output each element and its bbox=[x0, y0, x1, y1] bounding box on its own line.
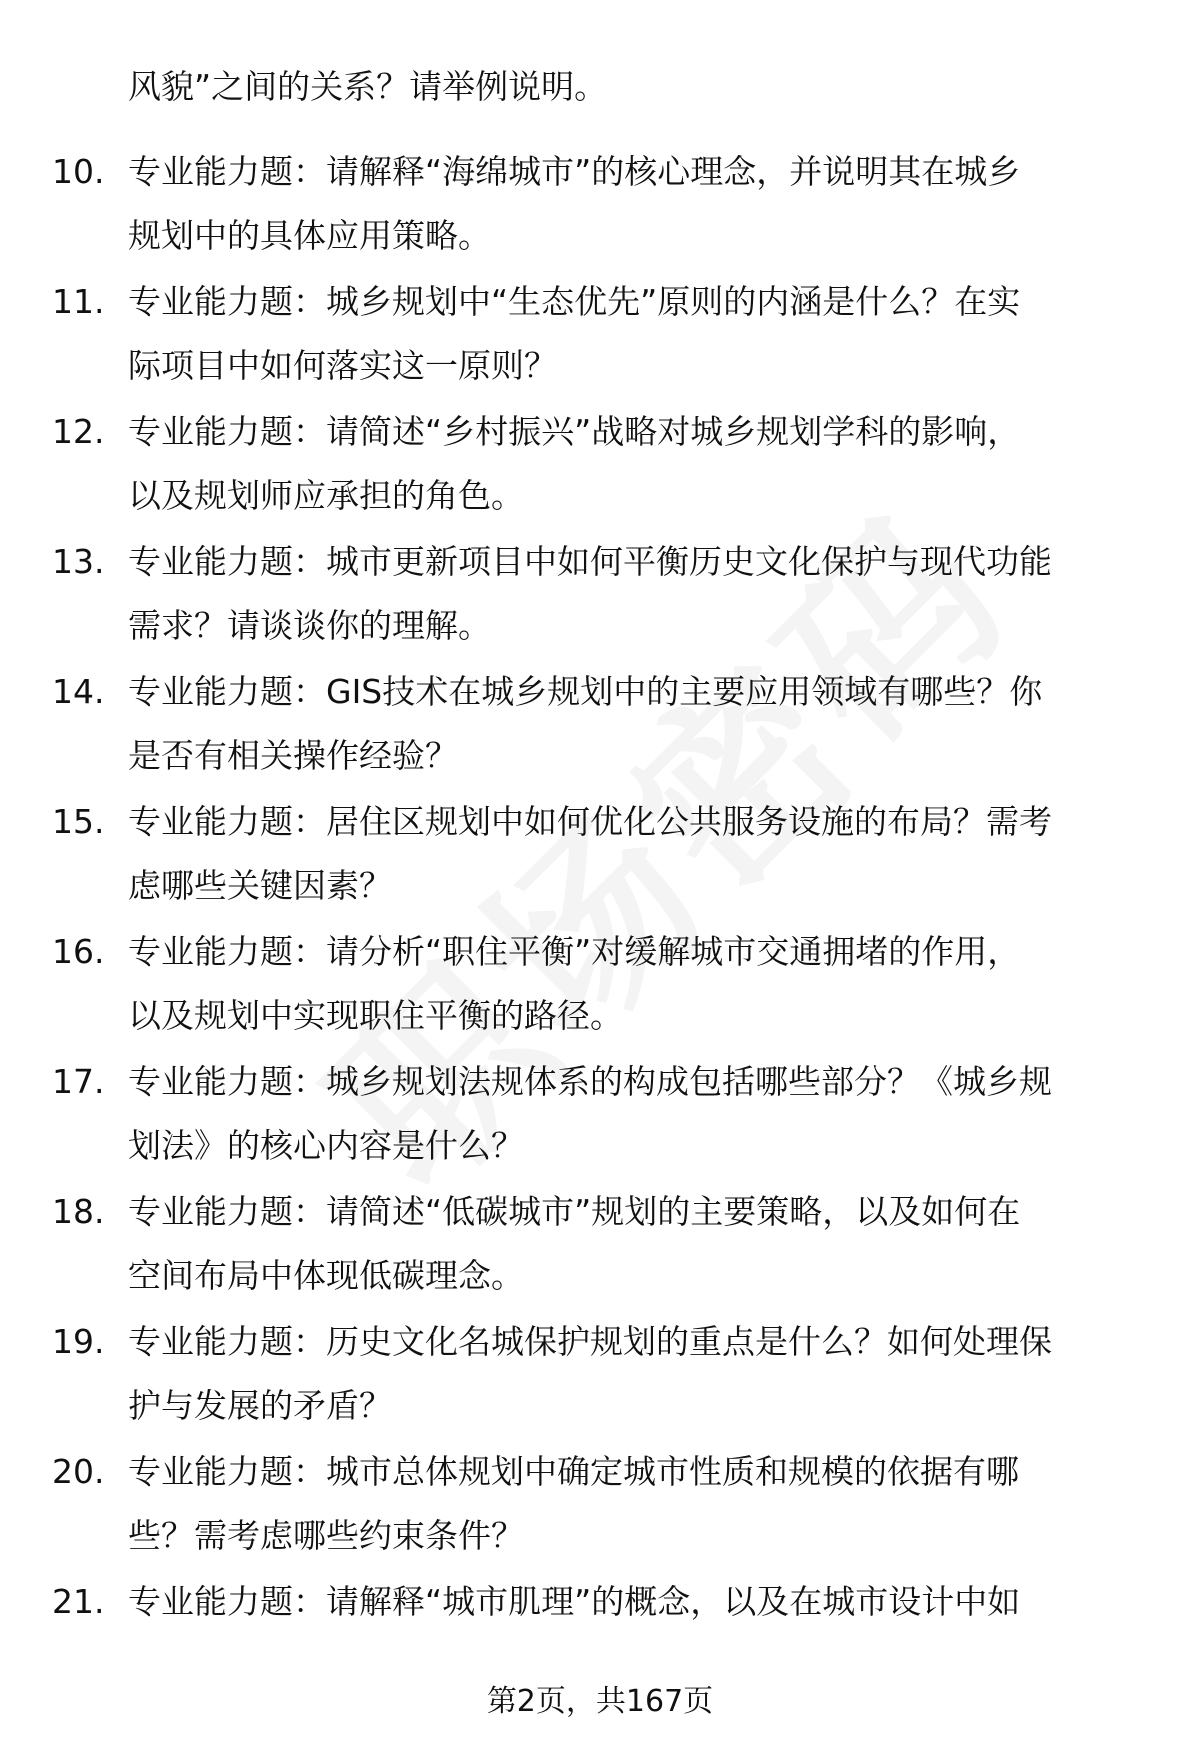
question-number: 13. bbox=[52, 542, 105, 581]
question-text: 专业能力题：城乡规划法规体系的构成包括哪些部分？《城乡规 划法》的核心内容是什么？ bbox=[128, 1062, 1052, 1165]
question-item bbox=[0, 520, 1200, 650]
question-number: 11. bbox=[52, 282, 105, 321]
question-text: 专业能力题：历史文化名城保护规划的重点是什么？如何处理保 护与发展的矛盾？ bbox=[128, 1322, 1052, 1425]
question-item bbox=[0, 1170, 1200, 1300]
question-list bbox=[0, 130, 1200, 1690]
question-item bbox=[0, 910, 1200, 1040]
question-item bbox=[0, 780, 1200, 910]
question-item bbox=[0, 390, 1200, 520]
question-text: 专业能力题：请分析“职住平衡”对缓解城市交通拥堵的作用， 以及规划中实现职住平衡的路径。 bbox=[128, 932, 1021, 1035]
question-text: 专业能力题：居住区规划中如何优化公共服务设施的布局？需考 虑哪些关键因素？ bbox=[128, 802, 1052, 905]
question-number: 15. bbox=[52, 802, 105, 841]
question-text: 专业能力题：城市总体规划中确定城市性质和规模的依据有哪 些？需考虑哪些约束条件？ bbox=[128, 1452, 1019, 1555]
question-number: 19. bbox=[52, 1322, 105, 1361]
question-text: 专业能力题：城乡规划中“生态优先”原则的内涵是什么？在实 际项目中如何落实这一原则？ bbox=[128, 282, 1021, 385]
question-item bbox=[0, 260, 1200, 390]
question-item bbox=[0, 1300, 1200, 1430]
question-number: 21. bbox=[52, 1582, 105, 1621]
question-number: 17. bbox=[52, 1062, 105, 1101]
question-9-continuation: 风貌”之间的关系？请举例说明。 bbox=[128, 67, 608, 106]
question-text: 专业能力题：请解释“城市肌理”的概念，以及在城市设计中如 bbox=[128, 1582, 1021, 1621]
question-item bbox=[0, 1040, 1200, 1170]
question-number: 14. bbox=[52, 672, 105, 711]
question-item bbox=[0, 1430, 1200, 1560]
question-number: 12. bbox=[52, 412, 105, 451]
question-item bbox=[0, 1560, 1200, 1690]
question-text: 专业能力题：城市更新项目中如何平衡历史文化保护与现代功能 需求？请谈谈你的理解。 bbox=[128, 542, 1052, 645]
question-item bbox=[0, 650, 1200, 780]
question-number: 16. bbox=[52, 932, 105, 971]
question-number: 18. bbox=[52, 1192, 105, 1231]
question-number: 10. bbox=[52, 152, 105, 191]
question-text: 专业能力题：GIS技术在城乡规划中的主要应用领域有哪些？你 是否有相关操作经验？ bbox=[128, 672, 1043, 775]
question-item bbox=[0, 130, 1200, 260]
question-number: 20. bbox=[52, 1452, 105, 1491]
question-text: 专业能力题：请简述“低碳城市”规划的主要策略，以及如何在 空间布局中体现低碳理念。 bbox=[128, 1192, 1021, 1295]
question-text: 专业能力题：请简述“乡村振兴”战略对城乡规划学科的影响， 以及规划师应承担的角色。 bbox=[128, 412, 1021, 515]
question-text: 专业能力题：请解释“海绵城市”的核心理念，并说明其在城乡 规划中的具体应用策略。 bbox=[128, 152, 1021, 255]
page-footer: 第2页，共167页 bbox=[486, 1684, 714, 1719]
